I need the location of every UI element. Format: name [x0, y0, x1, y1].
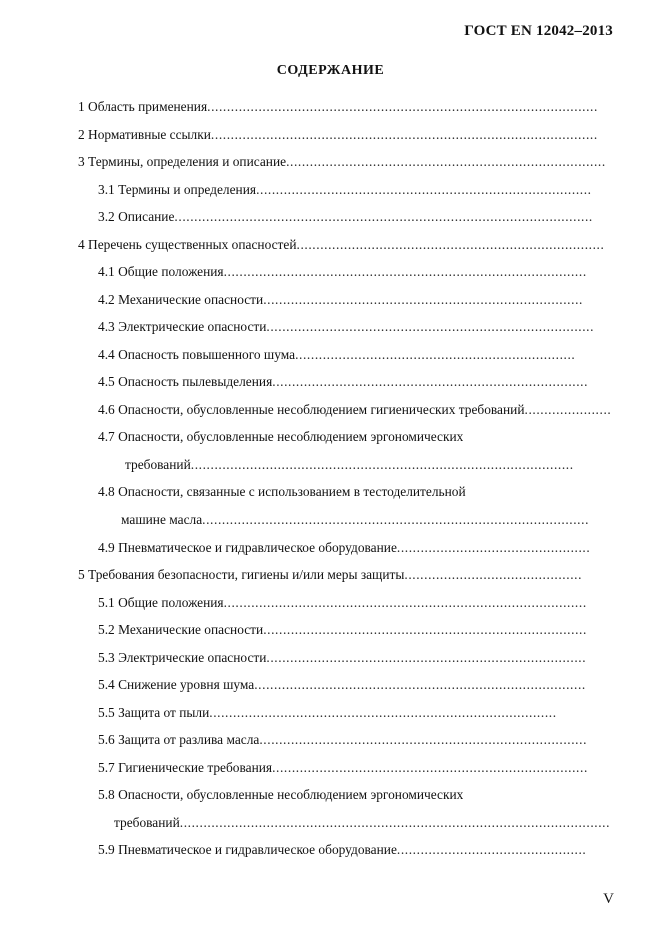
toc-entry[interactable]: [98, 292, 588, 308]
toc-entry[interactable]: [78, 127, 602, 143]
toc-entry-text: 5.9 Пневматическое и гидравлическое оборудование: [98, 842, 397, 857]
toc-entry[interactable]: [98, 787, 463, 803]
toc-entry[interactable]: [98, 319, 600, 335]
toc-title: СОДЕРЖАНИЕ: [276, 63, 385, 78]
toc-entry-text: 4.1 Общие положения: [98, 264, 224, 279]
toc-entry[interactable]: [121, 512, 592, 528]
toc-entry[interactable]: [98, 540, 596, 556]
toc-entry[interactable]: [78, 567, 586, 583]
toc-leader-dots: .....................................................................................: [256, 182, 592, 197]
toc-entry-text: 5.8 Опасности, обусловленные несоблюдением эргономических: [98, 787, 464, 802]
toc-leader-dots: .................................................................................................: [190, 457, 574, 472]
toc-entry-text: 5.3 Электрические опасности: [98, 650, 267, 665]
toc-leader-dots: ................................................................................: [272, 760, 588, 775]
toc-leader-dots: .................................................: [396, 540, 591, 555]
toc-entry-text: 4.9 Пневматическое и гидравлическое оборудование: [98, 540, 397, 555]
toc-entry[interactable]: [98, 429, 463, 445]
toc-entry-text: 3 Термины, определения и описание: [78, 154, 287, 169]
toc-leader-dots: ................................................: [396, 842, 587, 857]
toc-entry[interactable]: [98, 705, 562, 721]
toc-entry-text: 4.7 Опасности, обусловленные несоблюдением эргономических: [98, 429, 464, 444]
toc-entry-text: 4.5 Опасность пылевыделения: [98, 374, 273, 389]
toc-entry[interactable]: [98, 209, 598, 225]
toc-entry-text: 5 Требования безопасности, гигиены и/или меры защиты: [78, 567, 405, 582]
toc-entry[interactable]: [98, 622, 590, 638]
toc-entry[interactable]: [78, 154, 612, 170]
toc-leader-dots: ...................................................................................................: [207, 99, 598, 114]
toc-entry[interactable]: [98, 732, 592, 748]
toc-entry[interactable]: [98, 677, 590, 693]
toc-entry-text: 4.8 Опасности, связанные с использованием в тестоделительной: [98, 484, 466, 499]
toc-entry[interactable]: [98, 650, 590, 666]
toc-entry[interactable]: [125, 457, 580, 473]
toc-leader-dots: ..................................................................................................: [202, 512, 590, 527]
toc-entry-text: 2 Нормативные ссылки: [78, 127, 211, 142]
toc-entry[interactable]: [98, 760, 592, 776]
toc-leader-dots: ......................: [524, 402, 612, 417]
toc-entry[interactable]: [114, 815, 614, 831]
toc-leader-dots: ............................................................................................: [223, 595, 587, 610]
toc-entry-text: 5.4 Снижение уровня шума: [98, 677, 255, 692]
page-number: V: [603, 891, 614, 907]
toc-entry[interactable]: [98, 595, 590, 611]
toc-entry[interactable]: [98, 264, 590, 280]
toc-entry-text: 4.3 Электрические опасности: [98, 319, 267, 334]
toc-leader-dots: ........................................................................................: [209, 705, 557, 720]
toc-entry[interactable]: [98, 374, 592, 390]
toc-entry[interactable]: [78, 99, 604, 115]
toc-entry-text: 1 Область применения: [78, 99, 208, 114]
toc-leader-dots: ....................................................................................: [254, 677, 586, 692]
toc-leader-dots: ..............................................................................: [296, 237, 605, 252]
toc-entry[interactable]: [98, 347, 578, 363]
toc-leader-dots: .............................................................................................................: [179, 815, 611, 830]
toc-leader-dots: ..........................................................................................................: [174, 209, 593, 224]
toc-entry-text: 3.1 Термины и определения: [98, 182, 257, 197]
toc-leader-dots: .................................................................................: [263, 292, 583, 307]
toc-entry-text: 5.7 Гигиенические требования: [98, 760, 273, 775]
toc-entry[interactable]: [98, 402, 614, 418]
toc-entry[interactable]: [78, 237, 608, 253]
toc-leader-dots: ................................................................................: [272, 374, 589, 389]
toc-leader-dots: ............................................................................................: [223, 264, 587, 279]
toc-entry-text: 5.2 Механические опасности: [98, 622, 264, 637]
toc-entry-text: машине масла: [121, 512, 203, 527]
document-code: ГОСТ EN 12042–2013: [464, 23, 613, 39]
toc-entry-text: требований: [114, 815, 180, 830]
toc-entry[interactable]: [98, 842, 590, 858]
toc-entry-text: 5.5 Защита от пыли: [98, 705, 210, 720]
toc-entry[interactable]: [98, 484, 466, 500]
toc-entry[interactable]: [98, 182, 596, 198]
toc-leader-dots: ...................................................................................: [259, 732, 588, 747]
toc-leader-dots: ...................................................................................: [266, 319, 595, 334]
toc-entry-text: 4.6 Опасности, обусловленные несоблюдением гигиенических требований: [98, 402, 525, 417]
toc-leader-dots: ..................................................................................: [263, 622, 587, 637]
toc-entry-text: требований: [125, 457, 191, 472]
toc-entry-text: 5.6 Защита от разлива масла: [98, 732, 260, 747]
toc-leader-dots: .......................................................................: [295, 347, 576, 362]
toc-leader-dots: .................................................................................: [266, 650, 587, 665]
toc-leader-dots: .................................................................................: [286, 154, 606, 169]
toc-entry-text: 4 Перечень существенных опасностей: [78, 237, 297, 252]
toc-entry-text: 4.2 Механические опасности: [98, 292, 264, 307]
toc-leader-dots: .............................................: [404, 567, 583, 582]
toc-entry-text: 3.2 Описание: [98, 209, 175, 224]
toc-leader-dots: ..................................................................................................: [210, 127, 598, 142]
toc-entry-text: 5.1 Общие положения: [98, 595, 224, 610]
toc-entry-text: 4.4 Опасность повышенного шума: [98, 347, 296, 362]
